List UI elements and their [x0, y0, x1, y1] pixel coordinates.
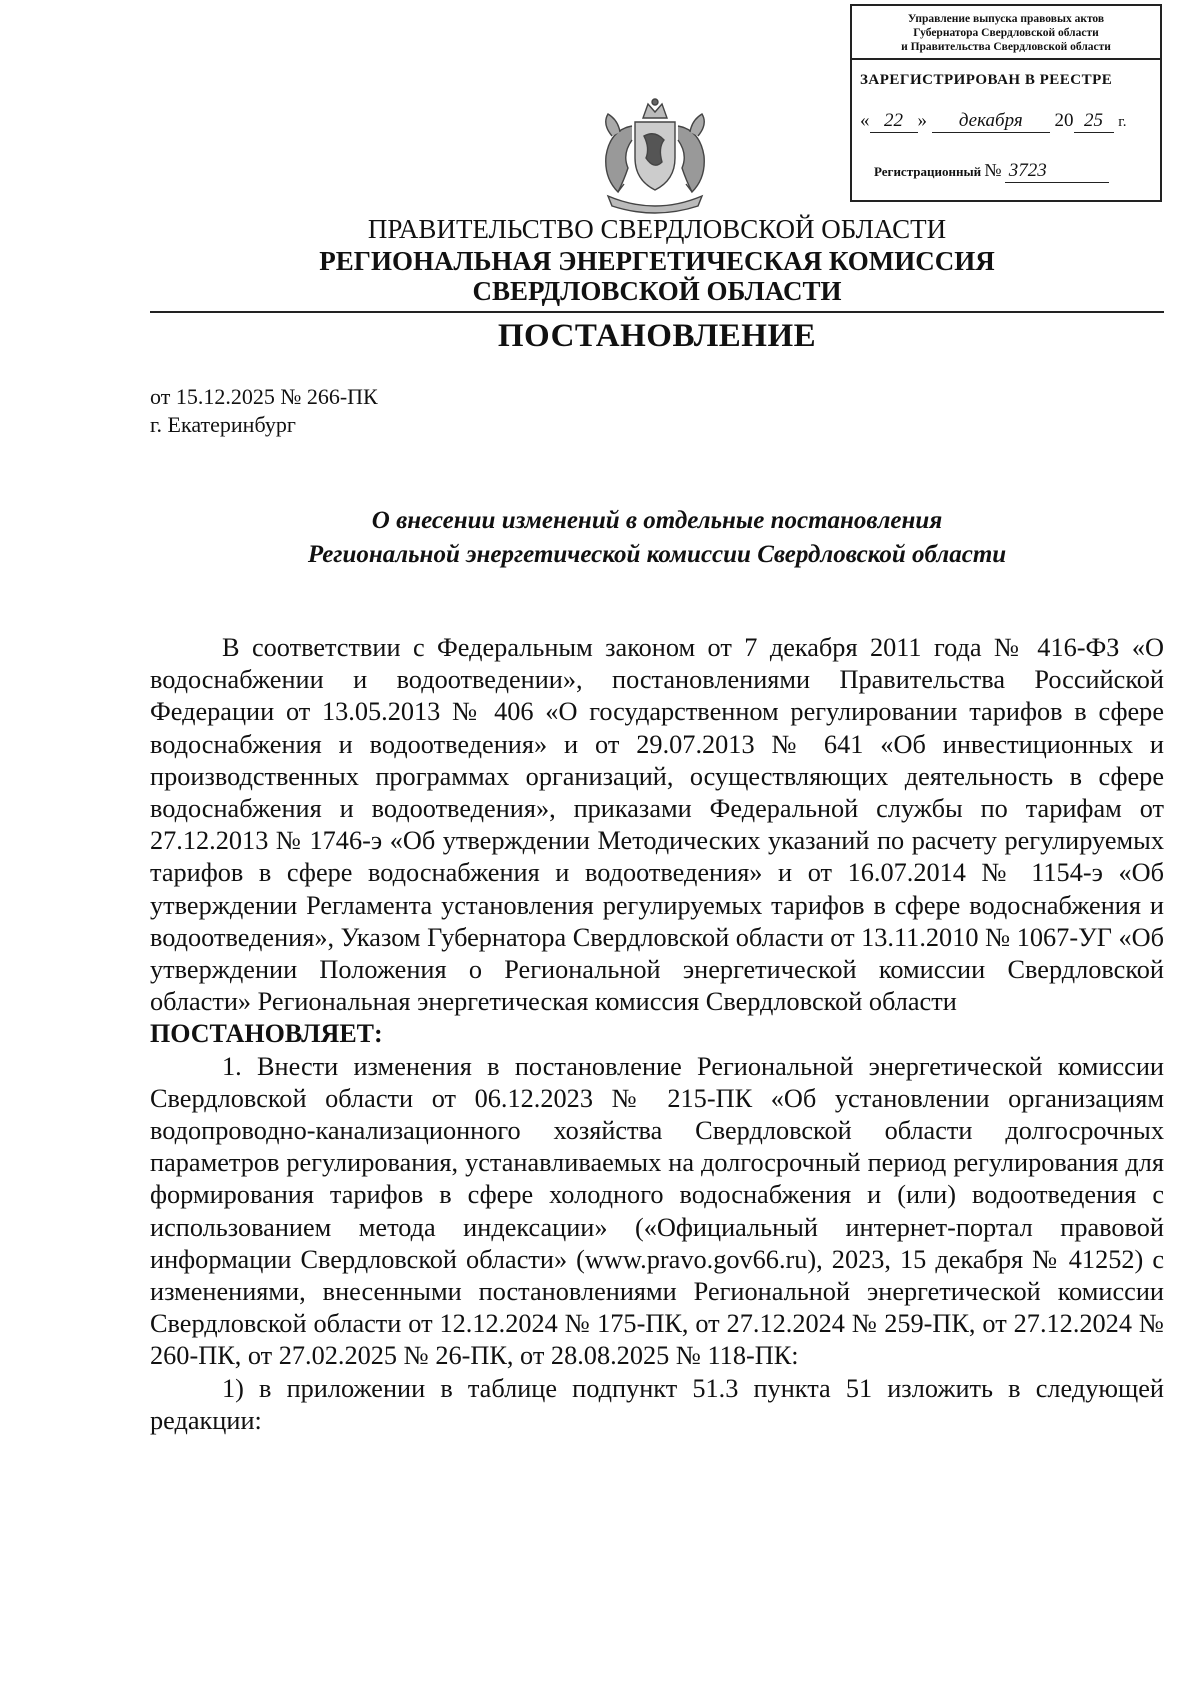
- stamp-registration: [874, 160, 1109, 183]
- stamp-day: 22: [870, 110, 918, 133]
- stamp-reg-num-sign: №: [984, 160, 1002, 180]
- stamp-reg-label: Регистрационный: [874, 164, 982, 179]
- preamble-paragraph: В соответствии с Федеральным законом от 7 декабря 2011 года № 416-ФЗ «О водоснабжении и водоотведении», постановлениями Правительства Российской Федерации от 13.05.2013 № 406 «О государственном регулировании тарифов в сфере водоснабжения и водоотведения» и от 29.07.2013 № 641 «Об инвестиционных и производственных программах организаций, осуществляющих деятельность в сфере водоснабжения и водоотведения», приказами Федеральной службы по тарифам от 27.12.2013 № 1746-э «Об утверждении Методических указаний по расчету регулируемых тарифов в сфере водоснабжения и водоотведения» и от 16.07.2014 № 1154-э «Об утверждении Регламента установления регулируемых тарифов в сфере водоснабжения и водоотведения», Указом Губернатора Свердловской области от 13.11.2010 № 1067-УГ «Об утверждении Положения о Региональной энергетической комиссии Свердловской области» Региональная энергетическая комиссия Свердловской области: [150, 633, 1164, 1017]
- commission-region: СВЕРДЛОВСКОЙ ОБЛАСТИ: [472, 276, 842, 306]
- coat-of-arms-icon: [588, 96, 722, 214]
- registration-stamp: [850, 4, 1162, 202]
- stamp-title: ЗАРЕГИСТРИРОВАН В РЕЕСТРЕ: [860, 72, 1113, 88]
- stamp-office-line: и Правительства Свердловской области: [901, 41, 1111, 53]
- stamp-month: декабря: [932, 110, 1050, 133]
- header-divider: [150, 311, 1164, 313]
- stamp-office-header: [852, 6, 1160, 60]
- item-1-1-paragraph: 1) в приложении в таблице подпункт 51.3 пункта 51 изложить в следующей редакции:: [150, 1373, 1164, 1435]
- item-1-paragraph: 1. Внести изменения в постановление Региональной энергетической комиссии Свердловской области от 06.12.2023 № 215-ПК «Об установлении организациям водопроводно-канализационного хозяйства Свердловской области долгосрочных параметров регулирования, устанавливаемых на долгосрочный период регулирования для формирования тарифов в сфере холодного водоснабжения и (или) водоотведения с использованием метода индексации» («Официальный интернет-портал правовой информации Свердловской области» (www.pravo.gov66.ru), 2023, 15 декабря № 41252) с изменениями, внесенными постановлениями Региональной энергетической комиссии Свердловской области от 12.12.2024 № 175-ПК, от 27.12.2024 № 259-ПК, от 27.12.2024 № 260-ПК, от 27.02.2025 № 26-ПК, от 28.08.2025 № 118-ПК:: [150, 1051, 1164, 1371]
- stamp-reg-number: 3723: [1005, 160, 1109, 183]
- document-subject-line: Региональной энергетической комиссии Свердловской области: [307, 541, 1007, 568]
- document-type: ПОСТАНОВЛЕНИЕ: [497, 318, 817, 354]
- document-city: г. Екатеринбург: [150, 412, 296, 437]
- stamp-office-line: Управление выпуска правовых актов: [907, 13, 1105, 25]
- decree-word: ПОСТАНОВЛЯЕТ:: [150, 1019, 383, 1049]
- stamp-date: [860, 110, 1126, 133]
- document-date-number: от 15.12.2025 № 266-ПК: [150, 384, 378, 409]
- stamp-year-suffix: 25: [1074, 110, 1114, 133]
- stamp-office-line: Губернатора Свердловской области: [913, 27, 1099, 39]
- stamp-open-quote: «: [860, 110, 870, 131]
- document-subject-line: О внесении изменений в отдельные постановления: [371, 507, 943, 534]
- stamp-close-quote: »: [917, 110, 927, 131]
- stamp-year-prefix: 20: [1054, 110, 1074, 131]
- commission-name: РЕГИОНАЛЬНАЯ ЭНЕРГЕТИЧЕСКАЯ КОМИССИЯ: [319, 246, 995, 276]
- government-name: ПРАВИТЕЛЬСТВО СВЕРДЛОВСКОЙ ОБЛАСТИ: [367, 214, 947, 244]
- stamp-year-abbr: г.: [1118, 114, 1127, 130]
- document-body: [150, 632, 1164, 1437]
